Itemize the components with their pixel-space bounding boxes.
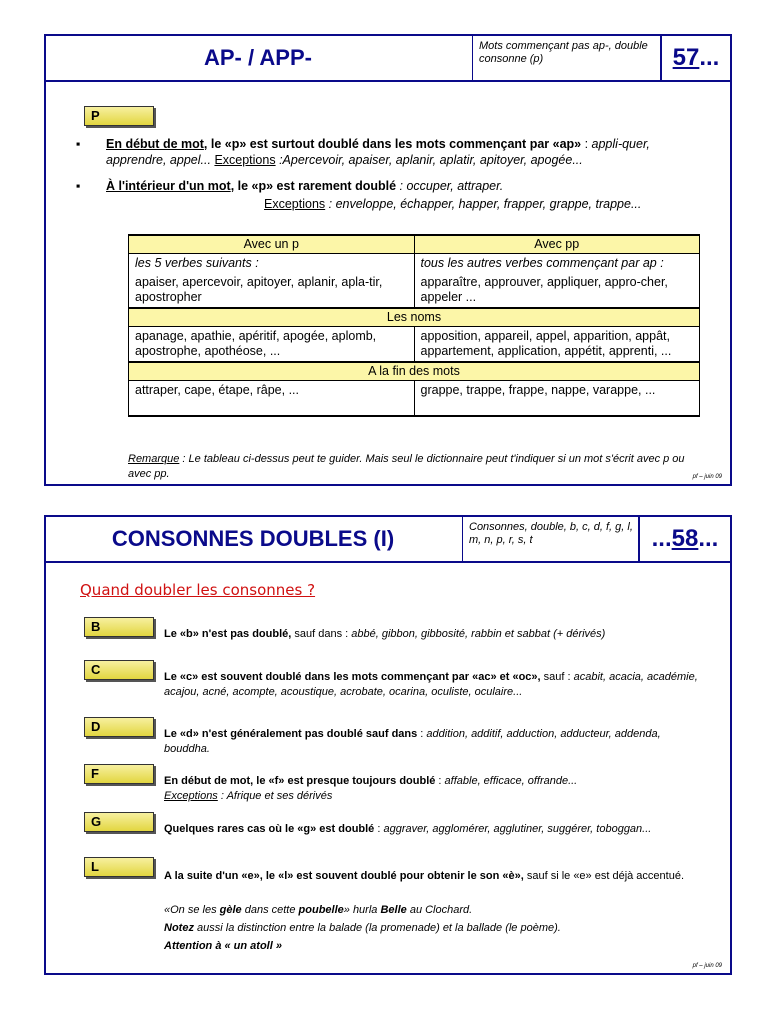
rule-g: Quelques rares cas où le «g» est doublé : aggraver, agglomérer, agglutiner, suggérer, toboggan... <box>164 823 652 835</box>
card-header <box>46 517 730 563</box>
page-number: ... 58 ... <box>638 517 730 561</box>
cell-verbes-un-p: les 5 verbes suivants : apaiser, apercevoir, apitoyer, aplanir, apla-tir, apostropher <box>129 254 415 309</box>
cell-fin-un-p: attraper, cape, étape, râpe, ... <box>129 381 415 417</box>
footer: pf – juin 09 <box>692 963 722 969</box>
letter-tag-f: F <box>84 764 154 784</box>
letter-tag-p: P <box>84 106 154 126</box>
section-header-noms: Les noms <box>129 308 700 327</box>
letter-tag-d: D <box>84 717 154 737</box>
letter-tag-g: G <box>84 812 154 832</box>
keywords: Mots commençant pas ap-, double consonne (p) <box>472 36 662 80</box>
card-ap-app <box>44 34 732 486</box>
letter-tag-c: C <box>84 660 154 680</box>
bullet-debut-de-mot: ▪ En début de mot, le «p» est surtout doublé dans les mots commençant par «ap» : appli-quer, apprendre, appel... Exceptions :Apercevoir, apaiser, aplanir, aplatir, apitoyer, apogée... <box>76 137 650 167</box>
rule-f: En début de mot, le «f» est presque toujours doublé : affable, efficace, offrande... Exceptions : Afrique et ses dérivés <box>164 775 578 802</box>
section-header-fin-des-mots: A la fin des mots <box>129 362 700 381</box>
ap-app-table <box>128 234 700 417</box>
letter-tag-b: B <box>84 617 154 637</box>
column-header-pp: Avec pp <box>414 235 700 254</box>
rule-c: Le «c» est souvent doublé dans les mots commençant par «ac» et «oc», sauf : acabit, acacia, académie, acajou, acné, acompte, acoustique, acrobate, ocarina, oculiste, oculaire... <box>164 671 698 698</box>
page-title: AP- / APP- <box>204 45 312 70</box>
attention-line: Attention à « un atoll » <box>164 940 282 952</box>
cell-noms-un-p: apanage, apathie, apéritif, apogée, aplomb, apostrophe, apothéose, ... <box>129 327 415 363</box>
bullet-icon: ▪ <box>76 179 81 193</box>
column-header-un-p: Avec un p <box>129 235 415 254</box>
keywords: Consonnes, double, b, c, d, f, g, l, m, n, p, r, s, t <box>462 517 640 561</box>
rule-l: A la suite d'un «e», le «l» est souvent doublé pour obtenir le son «è», sauf si le «e» est déjà accentué. <box>164 870 685 882</box>
card-header <box>46 36 730 82</box>
remark: Remarque : Le tableau ci-dessus peut te guider. Mais seul le dictionnaire peut t'indiquer si un mot s'écrit avec p ou avec pp. <box>128 453 685 480</box>
quote-line: «On se les gèle dans cette poubelle» hurla Belle au Clochard. <box>164 904 473 916</box>
page-title: CONSONNES DOUBLES (I) <box>111 526 395 551</box>
bullet-icon: ▪ <box>76 137 81 151</box>
section-question: Quand doubler les consonnes ? <box>80 581 316 599</box>
cell-noms-pp: apposition, appareil, appel, apparition, appât, appartement, application, appétit, apprenti, ... <box>414 327 700 363</box>
cell-fin-pp: grappe, trappe, frappe, nappe, varappe, ... <box>414 381 700 417</box>
note-line: Notez aussi la distinction entre la balade (la promenade) et la ballade (le poème). <box>164 922 561 934</box>
letter-tag-l: L <box>84 857 154 877</box>
rule-d: Le «d» n'est généralement pas doublé sauf dans : addition, additif, adduction, adducteur, addenda, bouddha. <box>164 728 661 755</box>
page-number: 57 ... <box>660 36 730 80</box>
bullet-interieur-du-mot: ▪ À l'intérieur d'un mot, le «p» est rarement doublé : occuper, attraper. Exceptions : enveloppe, échapper, happer, frapper, grappe, trappe... <box>76 179 642 211</box>
cell-verbes-pp: tous les autres verbes commençant par ap : apparaître, approuver, appliquer, appro-cher, appeler ... <box>414 254 700 309</box>
card-consonnes-doubles <box>44 515 732 975</box>
rule-b: Le «b» n'est pas doublé, sauf dans : abbé, gibbon, gibbosité, rabbin et sabbat (+ dérivés) <box>164 628 606 640</box>
footer: pf – juin 09 <box>692 474 722 480</box>
